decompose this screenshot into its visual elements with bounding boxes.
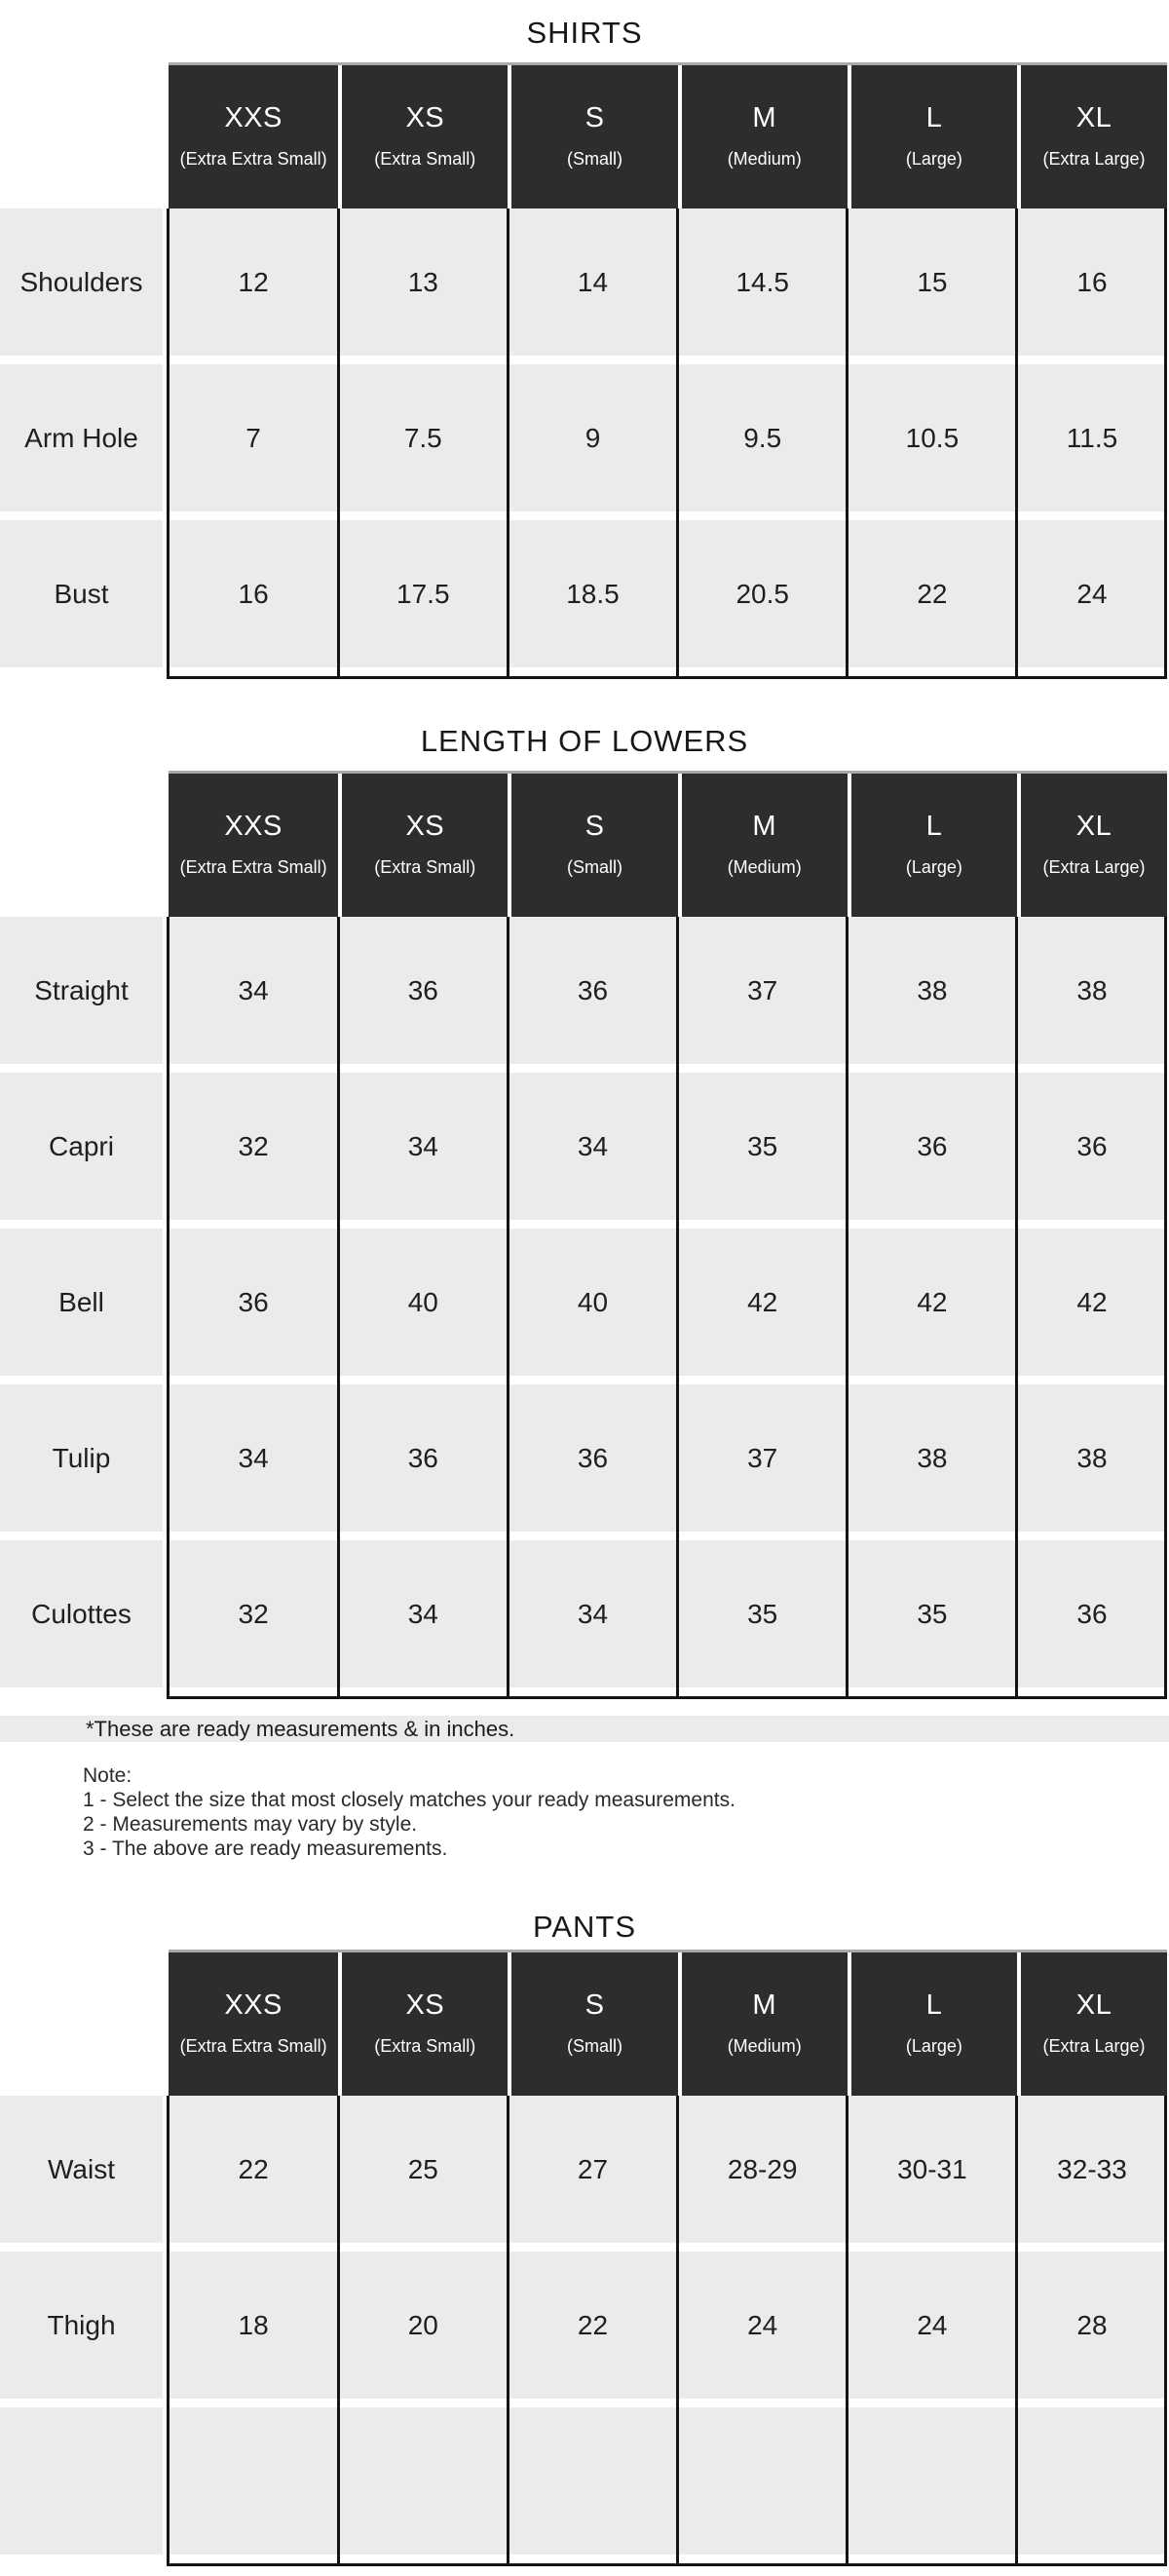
- column-divider: [676, 2096, 679, 2566]
- size-value-cell: 42: [678, 1229, 848, 1376]
- size-value-cell: 34: [508, 1073, 677, 1220]
- column-divider: [507, 917, 509, 1699]
- row-label: Bust: [0, 520, 163, 667]
- size-value-cell: 34: [338, 1073, 508, 1220]
- size-name: (Medium): [727, 856, 802, 877]
- size-value-cell: 35: [678, 1073, 848, 1220]
- size-value-cell: 34: [508, 1540, 677, 1687]
- note-item: 3 - The above are ready measurements.: [83, 1837, 448, 1860]
- shirts-table-body: [0, 208, 1167, 679]
- row-label: Bell: [0, 1229, 163, 1376]
- row-label: Tulip: [0, 1384, 163, 1532]
- size-value-cell: 20: [338, 2252, 508, 2399]
- size-value-cell: 40: [338, 1229, 508, 1376]
- table-row-straight: [0, 917, 1167, 1064]
- column-divider: [1164, 917, 1167, 1699]
- size-name: (Medium): [727, 2035, 802, 2056]
- column-divider: [507, 208, 509, 679]
- table-row-capri: [0, 1073, 1167, 1220]
- note-item: 1 - Select the size that most closely matches your ready measurements.: [83, 1789, 735, 1811]
- table-row-waist: [0, 2096, 1167, 2243]
- footnote-strip: [0, 1716, 1169, 1742]
- table-row-bell: [0, 1229, 1167, 1376]
- table-row-shoulders: [0, 208, 1167, 356]
- table-row-empty: [0, 2407, 1167, 2555]
- size-value-cell: 20.5: [678, 520, 848, 667]
- size-value-cell: 42: [848, 1229, 1017, 1376]
- column-divider: [676, 917, 679, 1699]
- size-code: XL: [1075, 1989, 1112, 2021]
- size-code: S: [584, 101, 605, 133]
- size-code: XXS: [224, 810, 283, 842]
- row-label: Capri: [0, 1073, 163, 1220]
- size-code: XXS: [224, 1989, 283, 2021]
- size-name: (Extra Extra Small): [179, 856, 327, 877]
- header-top-strip: [169, 771, 1167, 774]
- note-heading: Note:: [83, 1764, 132, 1787]
- size-header-xs: [338, 62, 508, 208]
- row-label: Waist: [0, 2096, 163, 2243]
- size-header-xl: [1017, 1950, 1167, 2096]
- size-value-cell: 36: [169, 1229, 338, 1376]
- size-value-cell: 17.5: [338, 520, 508, 667]
- column-divider: [846, 2096, 848, 2566]
- size-value-cell: 34: [169, 1384, 338, 1532]
- size-value-cell: 30-31: [848, 2096, 1017, 2243]
- size-value-cell: 18: [169, 2252, 338, 2399]
- column-divider: [167, 2096, 170, 2566]
- size-code: XS: [405, 101, 445, 133]
- size-header-s: [508, 771, 677, 917]
- pants-table-body: [0, 2096, 1167, 2566]
- size-value-cell: 32: [169, 1540, 338, 1687]
- lowers-header-row: [0, 771, 1167, 917]
- size-name: (Extra Large): [1042, 148, 1146, 169]
- size-value-cell: 15: [848, 208, 1017, 356]
- row-label: [0, 2407, 163, 2555]
- header-label-space: [0, 62, 163, 208]
- size-header-xxs: [169, 1950, 338, 2096]
- size-value-cell: 38: [848, 1384, 1017, 1532]
- size-value-cell: 14.5: [678, 208, 848, 356]
- size-name: (Extra Extra Small): [179, 2035, 327, 2056]
- size-code: XS: [405, 810, 445, 842]
- size-code: XL: [1075, 810, 1112, 842]
- table-bottom-border: [167, 2563, 1167, 2566]
- size-value-cell: 24: [678, 2252, 848, 2399]
- size-name: (Large): [905, 2035, 962, 2056]
- size-value-cell: 38: [1017, 917, 1167, 1064]
- column-divider: [846, 208, 848, 679]
- size-value-cell: [169, 2407, 338, 2555]
- row-label: Shoulders: [0, 208, 163, 356]
- size-value-cell: 42: [1017, 1229, 1167, 1376]
- column-divider: [337, 208, 340, 679]
- size-header-s: [508, 62, 677, 208]
- size-header-l: [848, 771, 1017, 917]
- size-value-cell: 11.5: [1017, 364, 1167, 511]
- size-name: (Extra Small): [374, 2035, 476, 2056]
- size-value-cell: [338, 2407, 508, 2555]
- note-block: [83, 1763, 1169, 1861]
- header-label-space: [0, 771, 163, 917]
- size-name: (Extra Large): [1042, 2035, 1146, 2056]
- pants-table-title: PANTS: [532, 1910, 637, 1944]
- size-value-cell: 24: [1017, 520, 1167, 667]
- size-name: (Extra Small): [374, 856, 476, 877]
- column-divider: [167, 208, 170, 679]
- size-value-cell: 28-29: [678, 2096, 848, 2243]
- table-row-bust: [0, 520, 1167, 667]
- size-header-xl: [1017, 771, 1167, 917]
- column-divider: [167, 917, 170, 1699]
- size-code: M: [752, 810, 777, 842]
- size-value-cell: 36: [338, 1384, 508, 1532]
- size-value-cell: [508, 2407, 677, 2555]
- size-value-cell: 36: [338, 917, 508, 1064]
- size-header-xxs: [169, 771, 338, 917]
- size-code: L: [925, 810, 943, 842]
- size-header-l: [848, 62, 1017, 208]
- table-row-arm-hole: [0, 364, 1167, 511]
- size-code: XXS: [224, 101, 283, 133]
- size-value-cell: 10.5: [848, 364, 1017, 511]
- size-name: (Small): [566, 2035, 622, 2056]
- size-name: (Extra Small): [374, 148, 476, 169]
- column-divider: [676, 208, 679, 679]
- table-bottom-border: [167, 676, 1167, 679]
- size-code: XS: [405, 1989, 445, 2021]
- size-header-m: [678, 771, 848, 917]
- size-value-cell: 34: [338, 1540, 508, 1687]
- note-item: 2 - Measurements may vary by style.: [83, 1813, 418, 1836]
- shirts-table: [0, 62, 1167, 679]
- footnote-text: *These are ready measurements & in inches.: [86, 1717, 515, 1741]
- size-code: M: [752, 101, 777, 133]
- size-header-xs: [338, 771, 508, 917]
- size-value-cell: 13: [338, 208, 508, 356]
- size-value-cell: 28: [1017, 2252, 1167, 2399]
- size-value-cell: 35: [848, 1540, 1017, 1687]
- size-code: XL: [1075, 101, 1112, 133]
- size-value-cell: 16: [1017, 208, 1167, 356]
- size-value-cell: 37: [678, 917, 848, 1064]
- column-divider: [1164, 208, 1167, 679]
- size-value-cell: 36: [848, 1073, 1017, 1220]
- size-header-m: [678, 1950, 848, 2096]
- column-divider: [846, 917, 848, 1699]
- lowers-table-title: LENGTH OF LOWERS: [420, 724, 749, 758]
- size-value-cell: 9.5: [678, 364, 848, 511]
- column-divider: [1164, 2096, 1167, 2566]
- row-label: Arm Hole: [0, 364, 163, 511]
- table-row-tulip: [0, 1384, 1167, 1532]
- size-header-l: [848, 1950, 1017, 2096]
- size-value-cell: 36: [508, 917, 677, 1064]
- size-value-cell: 27: [508, 2096, 677, 2243]
- lowers-table-body: [0, 917, 1167, 1699]
- size-value-cell: [848, 2407, 1017, 2555]
- row-label: Straight: [0, 917, 163, 1064]
- size-code: M: [752, 1989, 777, 2021]
- header-top-strip: [169, 62, 1167, 65]
- table-bottom-border: [167, 1696, 1167, 1699]
- size-code: L: [925, 1989, 943, 2021]
- size-value-cell: 7.5: [338, 364, 508, 511]
- size-value-cell: 36: [1017, 1540, 1167, 1687]
- size-value-cell: 35: [678, 1540, 848, 1687]
- size-code: L: [925, 101, 943, 133]
- size-value-cell: 32: [169, 1073, 338, 1220]
- size-value-cell: 18.5: [508, 520, 677, 667]
- size-name: (Small): [566, 856, 622, 877]
- size-name: (Small): [566, 148, 622, 169]
- size-value-cell: 22: [508, 2252, 677, 2399]
- column-divider: [337, 917, 340, 1699]
- size-chart-content: [0, 14, 1169, 2566]
- table-row-culottes: [0, 1540, 1167, 1687]
- column-divider: [1015, 208, 1018, 679]
- size-code: S: [584, 1989, 605, 2021]
- size-value-cell: 22: [848, 520, 1017, 667]
- column-divider: [507, 2096, 509, 2566]
- size-header-xs: [338, 1950, 508, 2096]
- size-header-xxs: [169, 62, 338, 208]
- row-label: Thigh: [0, 2252, 163, 2399]
- size-value-cell: 7: [169, 364, 338, 511]
- size-value-cell: [678, 2407, 848, 2555]
- pants-header-row: [0, 1950, 1167, 2096]
- size-value-cell: 40: [508, 1229, 677, 1376]
- size-value-cell: 24: [848, 2252, 1017, 2399]
- size-header-s: [508, 1950, 677, 2096]
- size-value-cell: 37: [678, 1384, 848, 1532]
- size-name: (Large): [905, 148, 962, 169]
- size-value-cell: [1017, 2407, 1167, 2555]
- size-value-cell: 25: [338, 2096, 508, 2243]
- shirts-header-row: [0, 62, 1167, 208]
- pants-table: [0, 1950, 1167, 2566]
- shirts-table-title: SHIRTS: [526, 16, 643, 50]
- lowers-table: [0, 771, 1167, 1699]
- size-code: S: [584, 810, 605, 842]
- size-value-cell: 16: [169, 520, 338, 667]
- size-header-xl: [1017, 62, 1167, 208]
- size-value-cell: 38: [1017, 1384, 1167, 1532]
- size-name: (Extra Large): [1042, 856, 1146, 877]
- size-value-cell: 9: [508, 364, 677, 511]
- size-value-cell: 38: [848, 917, 1017, 1064]
- column-divider: [337, 2096, 340, 2566]
- column-divider: [1015, 917, 1018, 1699]
- size-value-cell: 22: [169, 2096, 338, 2243]
- size-value-cell: 36: [1017, 1073, 1167, 1220]
- header-label-space: [0, 1950, 163, 2096]
- size-value-cell: 34: [169, 917, 338, 1064]
- size-name: (Extra Extra Small): [179, 148, 327, 169]
- size-value-cell: 36: [508, 1384, 677, 1532]
- size-name: (Medium): [727, 148, 802, 169]
- size-value-cell: 14: [508, 208, 677, 356]
- size-value-cell: 32-33: [1017, 2096, 1167, 2243]
- table-row-thigh: [0, 2252, 1167, 2399]
- row-label: Culottes: [0, 1540, 163, 1687]
- size-value-cell: 12: [169, 208, 338, 356]
- header-top-strip: [169, 1950, 1167, 1952]
- size-header-m: [678, 62, 848, 208]
- size-name: (Large): [905, 856, 962, 877]
- column-divider: [1015, 2096, 1018, 2566]
